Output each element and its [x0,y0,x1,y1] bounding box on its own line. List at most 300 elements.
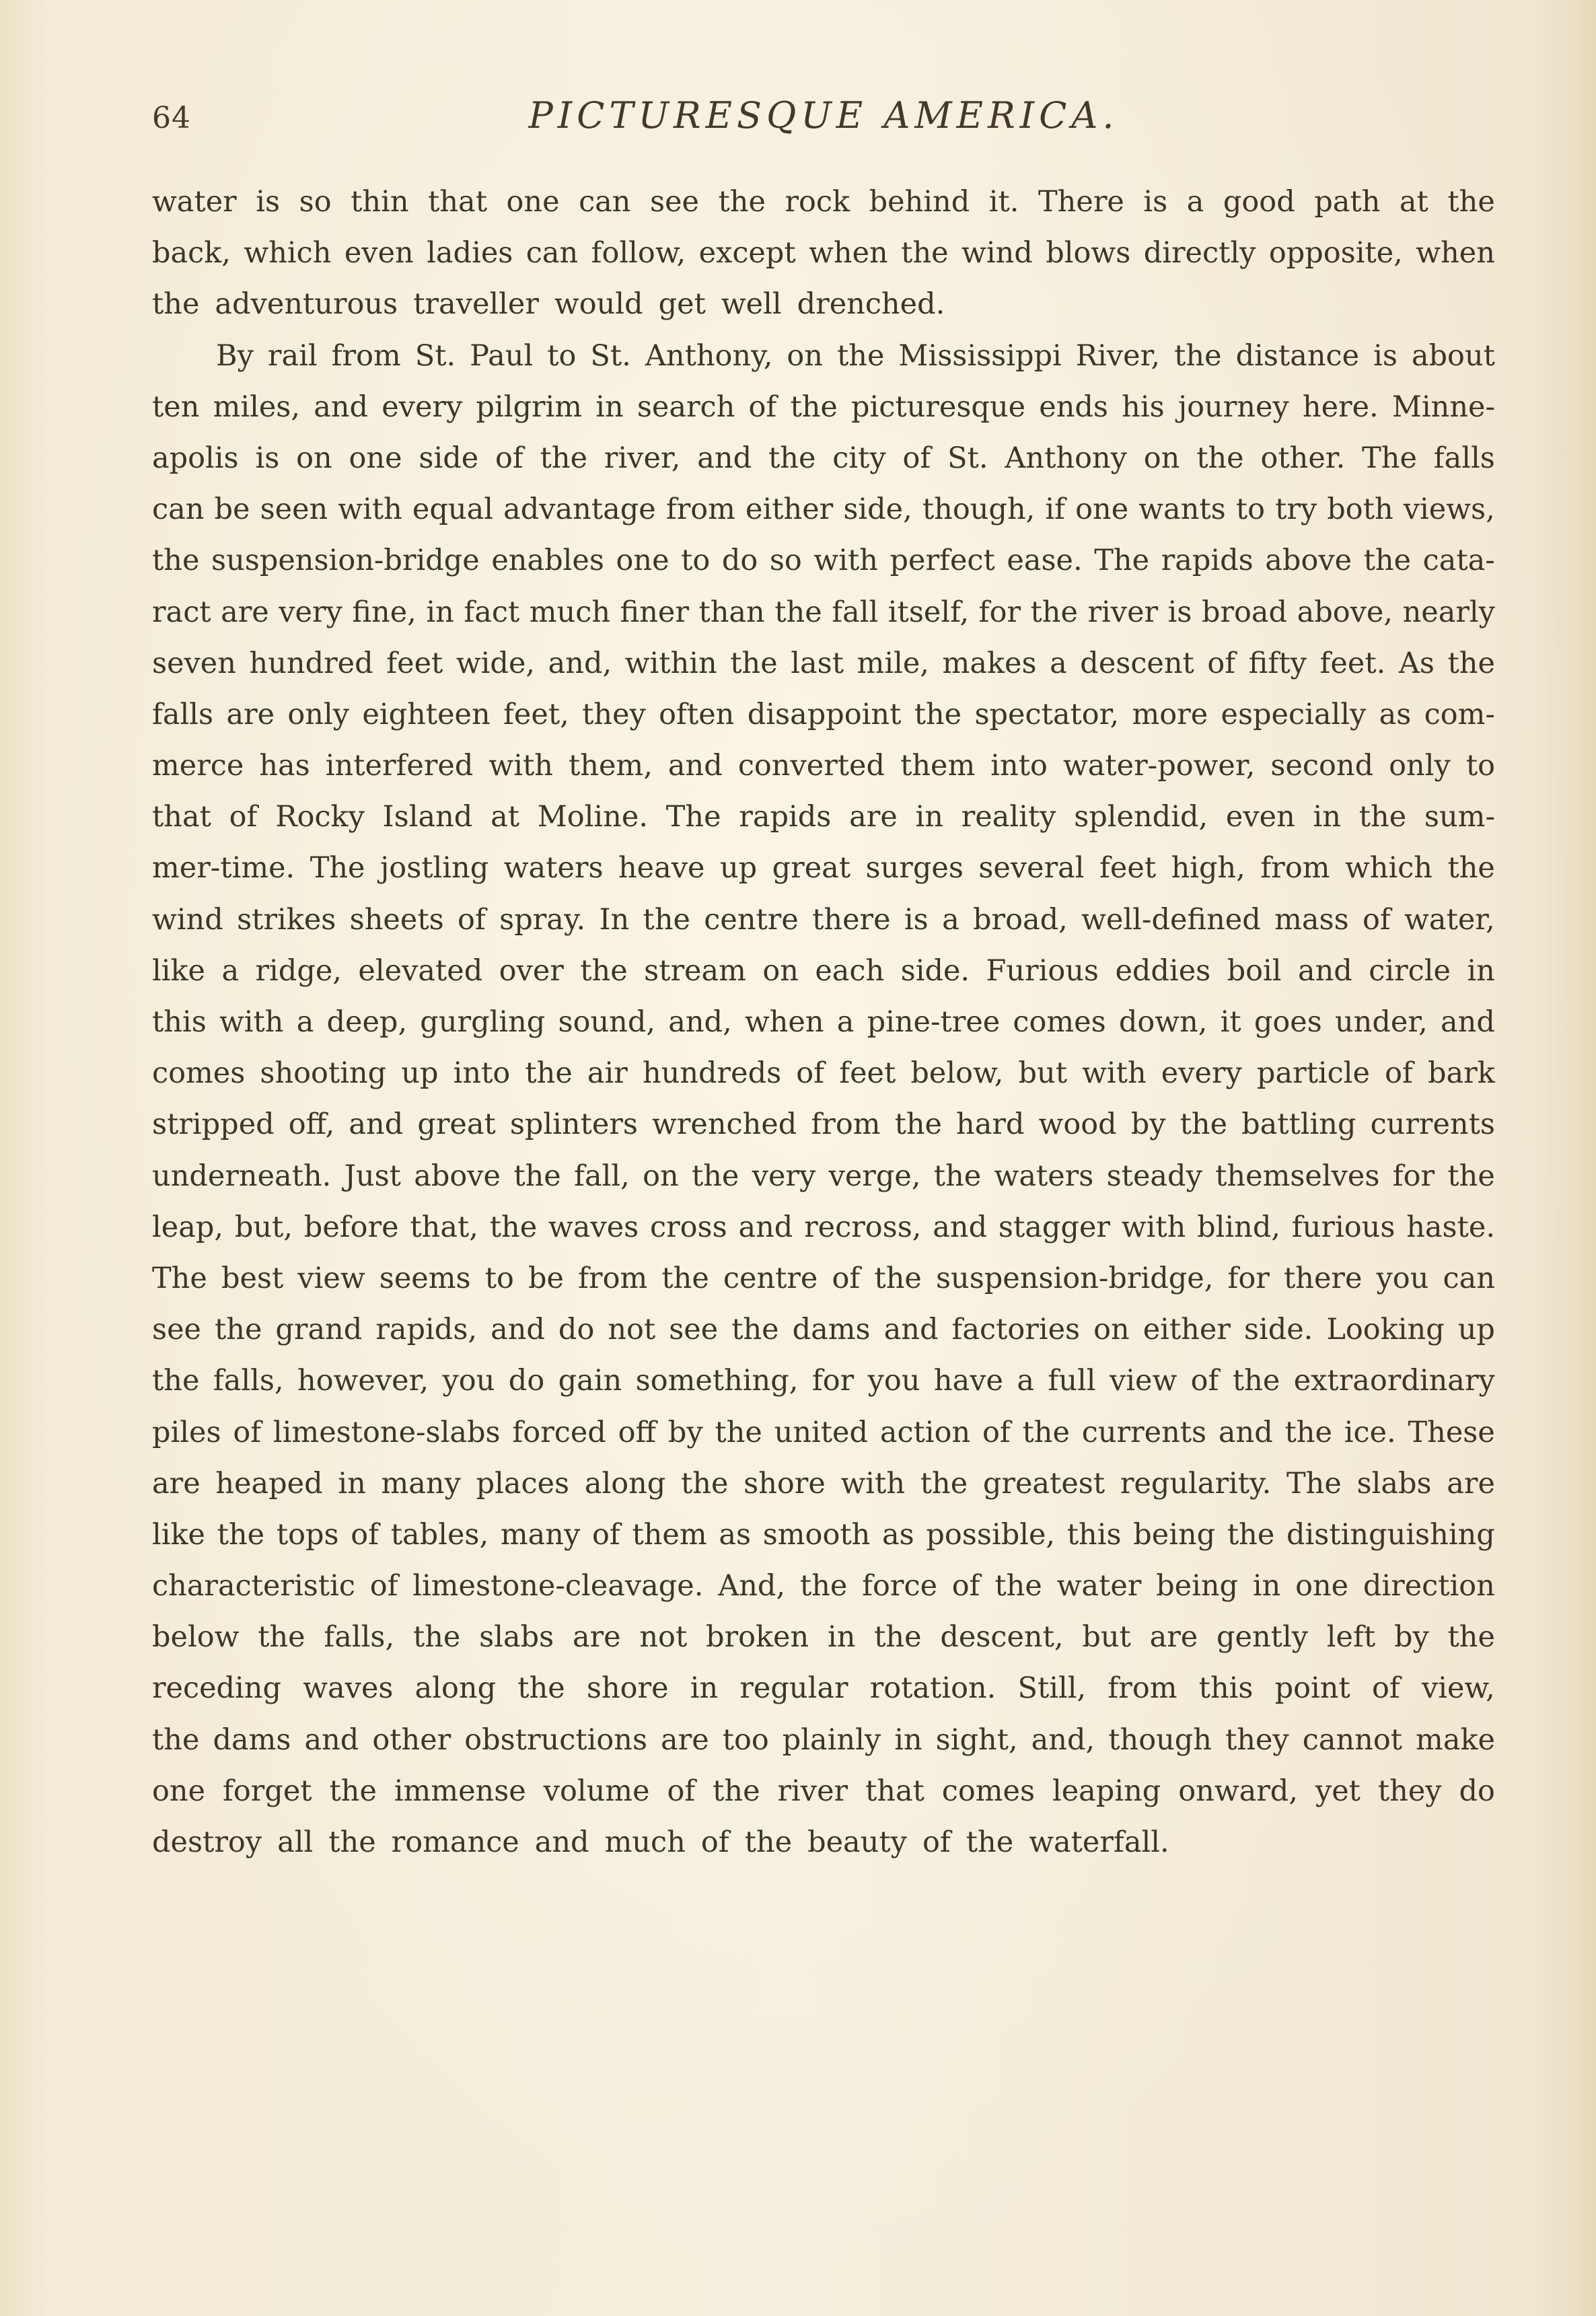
text-line [152,1714,1495,1766]
text-line [152,1663,1495,1714]
word: from [665,493,735,527]
word: hundreds [642,1056,782,1091]
word: is [904,902,929,937]
word: regularity. [1120,1466,1272,1500]
word: follow, [591,236,686,270]
word: the [691,1159,739,1193]
word: bark [1428,1056,1495,1091]
word: forced [512,1415,606,1449]
word: rapids [739,800,832,834]
word: at [1399,185,1428,219]
word: ten [152,390,200,424]
word: verge, [828,1159,921,1193]
word: with [219,1005,284,1039]
word: this [1066,1517,1122,1552]
word: falls [1433,441,1495,475]
word: in [827,1620,856,1655]
word: gently [1217,1620,1308,1655]
word: Anthony, [645,338,773,373]
word: volume [543,1774,650,1808]
word: finer [620,595,689,629]
word: Paul [470,338,534,373]
word: possible, [926,1517,1056,1552]
word: the [914,697,962,731]
word: yet [1315,1774,1361,1808]
word: Mississippi [898,338,1062,373]
word: water, [1404,902,1495,937]
word: wide, [456,646,536,680]
word: in [1252,1569,1281,1603]
word: sight, [935,1723,1018,1757]
word: blind, [1197,1210,1281,1244]
word: search [637,390,735,424]
word: best [221,1261,284,1295]
word: on [787,338,823,373]
word: Looking [1326,1313,1445,1347]
word: and [491,1313,545,1347]
word: equal [412,493,493,527]
word: jostling [379,851,489,885]
word: picturesque [851,390,1026,424]
word: of [902,441,931,475]
word: with [840,1466,906,1500]
word: than [698,595,765,629]
word: every [382,390,463,424]
word: in [1313,800,1341,834]
word: leaping [1052,1774,1161,1808]
word: fall [832,595,879,629]
word: the [715,1415,762,1449]
word: river, [604,441,681,475]
word: rapids [1161,544,1254,578]
word: has [259,749,310,783]
word: descent [1080,646,1194,680]
word: The [152,1261,207,1295]
word: waters [503,851,604,885]
text-line [152,997,1495,1048]
word: would [554,287,643,322]
word: obstructions [464,1723,648,1757]
word: feet [386,646,443,680]
word: comes [152,1056,246,1091]
running-title: PICTURESQUE AMERICA. [528,94,1119,137]
word: and [738,1210,793,1244]
word: The [1094,544,1150,578]
word: into [453,1056,511,1091]
word: and [304,1723,359,1757]
word: make [1416,1723,1495,1757]
word: perfect [890,544,995,578]
word: and, [1031,1723,1095,1757]
word: The [1362,441,1417,475]
word: recross, [804,1210,922,1244]
word: to [681,544,711,578]
word: from [811,1108,881,1142]
word: of [667,1774,696,1808]
word: fact [464,595,520,629]
word: sheets [349,902,444,937]
word: the [540,441,588,475]
word: the [768,441,816,475]
word: here. [1302,390,1379,424]
word: above, [1297,595,1393,629]
word: tables, [390,1517,489,1552]
word: and [1441,1005,1495,1039]
word: miles, [213,390,301,424]
word: and [933,1210,988,1244]
text-line [152,1048,1495,1099]
word: for [1227,1261,1270,1295]
text-line [152,740,1495,791]
word: heaped [215,1466,323,1500]
word: much [529,595,611,629]
text-line [152,842,1495,894]
word: rail [267,338,318,373]
word: the [933,1159,982,1193]
word: wood [1038,1108,1117,1142]
word: of [1190,1364,1219,1398]
word: when [744,1005,824,1039]
word: under, [1334,1005,1428,1039]
word: one [152,1774,206,1808]
word: not [639,1620,688,1655]
word: shore [586,1671,669,1706]
word: the [1447,646,1495,680]
word: are [849,800,898,834]
word: for [978,595,1021,629]
word: both [1327,493,1393,527]
word: of [233,1415,262,1449]
word: There [1038,185,1124,219]
word: traveller [413,287,539,322]
word: a [1186,185,1204,219]
text-line [152,176,1495,227]
word: drenched. [797,287,945,322]
word: is [1373,338,1398,373]
text-line [152,1099,1495,1150]
word: even [344,236,414,270]
word: last [791,646,844,680]
word: and [534,1825,589,1859]
word: eighteen [362,697,491,731]
word: are [226,697,275,731]
word: from [331,338,401,373]
word: with [1121,1210,1186,1244]
text-line [152,1407,1495,1458]
word: apolis [152,441,239,475]
word: one [1075,493,1129,527]
word: the [1358,800,1407,834]
word: distance [1235,338,1360,373]
word: circle [1369,953,1451,988]
word: at [491,800,519,834]
word: limestone-cleavage. [412,1569,704,1603]
word: of [495,441,523,475]
word: journey [1177,390,1289,424]
word: river [1087,595,1159,629]
word: of [796,1056,825,1091]
word: the [214,1313,262,1347]
word: pine-tree [867,1005,1001,1039]
word: the [1022,1415,1070,1449]
word: though, [922,493,1036,527]
word: splinters [509,1108,638,1142]
word: disappoint [747,697,902,731]
text-line [152,330,1495,382]
word: it [1220,1005,1241,1039]
word: haste. [1406,1210,1495,1244]
word: interfered [325,749,474,783]
word: currents [1370,1108,1495,1142]
word: back, [152,236,231,270]
word: united [774,1415,869,1449]
word: pilgrim [476,390,583,424]
word: spectator, [974,697,1120,731]
word: the [1174,338,1222,373]
word: in [426,595,454,629]
word: into [990,749,1048,783]
word: them [632,1517,707,1552]
word: As [1398,646,1435,680]
word: blows [1046,236,1131,270]
body-text [152,176,1495,1868]
text-line [152,1817,1495,1868]
word: to [547,338,577,373]
word: distinguishing [1286,1517,1495,1552]
word: fine, [352,595,416,629]
word: they [582,697,646,731]
word: The [310,851,365,885]
word: ice. [1344,1415,1396,1449]
text-line [152,382,1495,433]
word: below [152,1620,240,1655]
word: ridge, [255,953,342,988]
text-line [152,945,1495,997]
word: they [1377,1774,1442,1808]
word: the [525,1056,573,1091]
word: can [152,493,205,527]
word: com- [1424,697,1495,731]
word: battling [1241,1108,1356,1142]
word: rapids, [375,1313,478,1347]
word: cata- [1422,544,1495,578]
word: for [811,1364,855,1398]
word: the [731,1313,779,1347]
word: The [665,800,721,834]
word: left [1326,1620,1376,1655]
word: the [966,1825,1014,1859]
word: and [883,1313,939,1347]
word: characteristic [152,1569,355,1603]
word: the [718,185,766,219]
word: boil [1227,953,1282,988]
word: the [1030,595,1078,629]
word: above [414,1159,501,1193]
word: are [661,1723,709,1757]
word: ract [152,595,211,629]
word: greatest [982,1466,1105,1500]
word: side, [843,493,912,527]
word: of [1207,646,1236,680]
word: By [216,338,254,373]
word: ease. [1007,544,1083,578]
word: thin [351,185,409,219]
word: force [862,1569,938,1603]
word: and [314,390,369,424]
word: Moline. [537,800,648,834]
word: get [658,287,706,322]
page-header [152,87,1495,148]
text-line [152,1355,1495,1406]
word: suspension-bridge, [935,1261,1214,1295]
word: River, [1075,338,1161,373]
word: with [1082,1056,1147,1091]
word: off, [288,1108,335,1142]
text-line [152,638,1495,689]
word: good [1223,185,1295,219]
text-line [152,1766,1495,1817]
word: the [1447,851,1495,885]
word: seven [152,646,236,680]
word: there [812,902,891,937]
word: Just [344,1159,401,1193]
word: broad [1201,595,1288,629]
word: with [488,749,553,783]
word: being [1156,1569,1239,1603]
word: dams [213,1723,291,1757]
word: do [1459,1774,1495,1808]
word: falls, [324,1620,395,1655]
word: rotation. [869,1671,996,1706]
word: it. [988,185,1019,219]
word: one [1295,1569,1349,1603]
word: waterfall. [1029,1825,1169,1859]
word: you [442,1364,495,1398]
word: in [338,1466,366,1500]
word: gurgling [420,1005,546,1039]
word: well-defined [1081,902,1261,937]
word: try [1275,493,1317,527]
word: onward, [1178,1774,1298,1808]
word: see [152,1313,201,1347]
text-line [152,791,1495,842]
word: river [777,1774,848,1808]
word: strikes [237,902,336,937]
word: up [401,1056,439,1091]
word: the [874,1261,922,1295]
word: them [900,749,976,783]
word: below, [910,1056,1004,1091]
word: point [1274,1671,1350,1706]
word: the [489,1210,538,1244]
word: however, [297,1364,429,1398]
word: when [809,236,888,270]
word: except [698,236,796,270]
word: of [832,1261,861,1295]
word: the [894,1108,942,1142]
word: water [1056,1569,1142,1603]
word: a [296,1005,314,1039]
word: seen [260,493,328,527]
word: Minne- [1391,390,1495,424]
word: particle [1256,1056,1370,1091]
word: and, [668,1005,732,1039]
word: many [500,1517,581,1552]
word: The [1286,1466,1342,1500]
word: but [1082,1620,1131,1655]
word: up [1457,1313,1495,1347]
word: either [1142,1313,1231,1347]
word: of [700,1825,729,1859]
word: over [499,953,564,988]
word: is [256,185,281,219]
word: goes [1254,1005,1322,1039]
word: Rocky [275,800,365,834]
word: ends [1039,390,1108,424]
word: the [1363,544,1412,578]
word: piles [152,1415,221,1449]
word: slabs [1356,1466,1432,1500]
text-line [152,279,1495,330]
word: Anthony [1005,441,1127,475]
word: like [152,1517,206,1552]
word: very [752,1159,816,1193]
word: views, [1403,493,1495,527]
word: of [1385,1056,1413,1091]
word: the [580,953,628,988]
word: by [667,1415,703,1449]
word: a [942,902,959,937]
word: makes [942,646,1037,680]
word: with [338,493,402,527]
word: the [836,338,885,373]
word: as [1379,697,1412,731]
word: sound, [558,1005,656,1039]
word: see [669,1313,719,1347]
word: centre [723,1261,818,1295]
word: spray. [499,902,586,937]
word: gain [558,1364,622,1398]
word: on [643,1159,679,1193]
word: and [697,441,752,475]
word: in [595,390,624,424]
word: the [517,1671,565,1706]
word: places [476,1466,570,1500]
word: the [1180,1108,1228,1142]
word: directly [1143,236,1256,270]
word: Still, [1017,1671,1087,1706]
word: romance [391,1825,519,1859]
word: but, [234,1210,293,1244]
word: of [922,1825,951,1859]
word: leap, [152,1210,224,1244]
word: shooting [260,1056,387,1091]
word: other. [1260,441,1346,475]
word: broad, [973,902,1068,937]
word: is [255,441,280,475]
word: a [1050,646,1067,680]
word: side [419,441,479,475]
word: regular [739,1671,848,1706]
word: cannot [1302,1723,1403,1757]
word: something, [635,1364,799,1398]
word: can [579,185,631,219]
word: forget [222,1774,312,1808]
word: Island [382,800,473,834]
word: on [1093,1313,1130,1347]
word: along [414,1671,497,1706]
word: falls [152,697,214,731]
